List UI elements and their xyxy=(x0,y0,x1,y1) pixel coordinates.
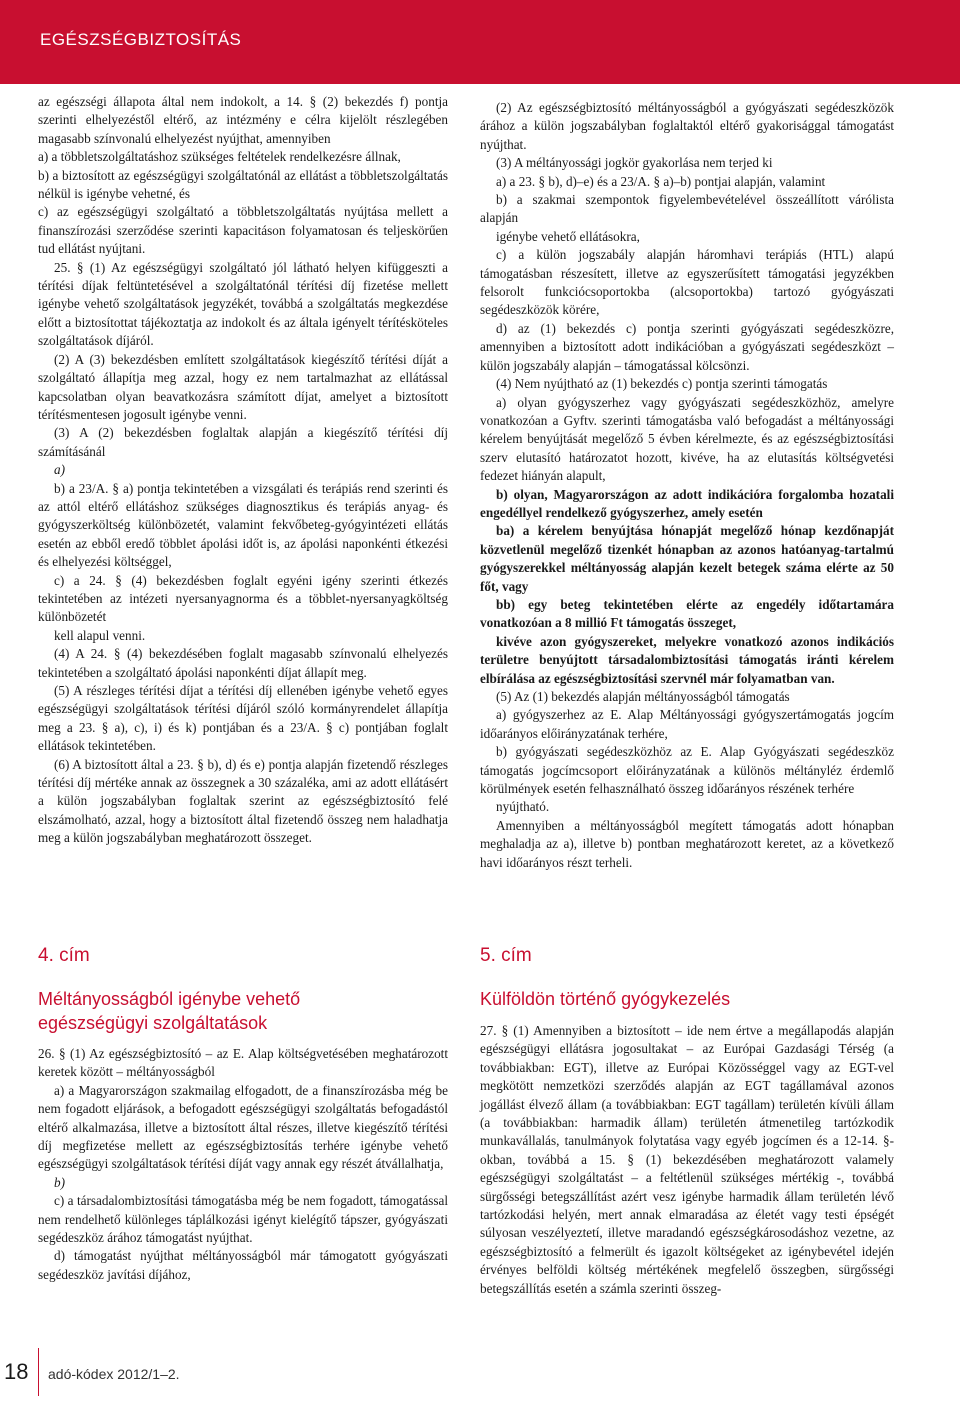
paragraph: b) xyxy=(54,1174,65,1190)
paragraph: b) gyógyászati segédeszközhöz az E. Alap Gyógyászati segédeszköz támogatás jogcímcsoport előirányzatának a különös méltányléz érdemlő körülmények esetén felhasználható összeg időarányos részének terhére xyxy=(480,744,894,797)
page-number: 18 xyxy=(4,1359,29,1384)
left-column-bottom xyxy=(38,1045,448,1284)
paragraph: (4) A 24. § (4) bekezdésében foglalt magasabb színvonalú elhelyezés tekintetében a szolgáltató ápolási naponkénti díjat állapít meg. xyxy=(38,646,448,680)
paragraph: igénybe vehető ellátásokra, xyxy=(496,228,640,244)
header-bar xyxy=(0,0,960,84)
paragraph: nyújtható. xyxy=(496,799,550,815)
paragraph: (2) A (3) bekezdésben említett szolgáltatások kiegészítő térítési díját a szolgáltató állapítja meg azzal, hogy ez nem tartalmazhat az ellátással kapcsolatban olyan beavatkozásra számított díjat, amelyet a biztosított térítésmentesen jogosult igénybe venni. xyxy=(38,351,448,422)
paragraph: ba) a kérelem benyújtása hónapját megelőző hónap kezdőnapját közvetlenül megelőző tizenkét hónapban az azonos hatóanyag-tartalmú gyógyszerekkel méltányosság alapján kezelt betegek száma elérte az 50 főt, vagy xyxy=(480,523,894,594)
paragraph: 26. § (1) Az egészségbiztosító – az E. Alap költségvetésében meghatározott keretek között – méltányosságból xyxy=(38,1046,448,1080)
paragraph: az egészségi állapota által nem indokolt, a 14. § (2) bekezdés f) pontja szerinti elhelyezéstől eltérő, az intézmény e célra kijelölt részlegében magasabb színvonalú elhelyezést nyújthat, amennyiben xyxy=(38,94,448,146)
section-5-number: 5. cím xyxy=(480,945,532,966)
paragraph: b) a biztosított az egészségügyi szolgáltatónál az ellátást a többletszolgáltatás nélkül is igénybe vehetné, és xyxy=(38,167,448,202)
paragraph: a) a Magyarországon szakmailag elfogadott, de a finanszírozásba még be nem fogadott eljárások, a befogadott egészségügyi szolgáltatás befogadástól eltérő alkalmazása, illetve a biztosított által részes, illetve kiegészítő térítési díj megfizetése mellett az egészségbiztosítás terhére igénybe vehető egészségügyi szolgáltatások térítési díját vagy annak egy részét átvállalhatja, xyxy=(38,1082,448,1172)
paragraph: b) a 23/A. § a) pontja tekintetében a vizsgálati és terápiás rend szerinti és az attól eltérő ellátáshoz szükséges diagnosztikus és terápiás anyag- és gyógyszerköltség különbözetét, valamint fekvőbeteg-gyógyintézeti ellátás esetén az ebből eredő többlet ápolási időt is, az ápolási naponkénti étkezési és elhelyezési költséggel, xyxy=(38,480,448,570)
left-column-top xyxy=(38,93,448,848)
section-4-title: Méltányosságból igénybe vehető egészségügyi szolgáltatások xyxy=(38,989,301,1033)
section-4-number: 4. cím xyxy=(38,945,90,966)
paragraph: d) támogatást nyújthat méltányosságból már támogatott gyógyászati segédeszköz javítási díjához, xyxy=(38,1248,448,1282)
paragraph: Amennyiben a méltányosságból megített támogatás adott hónapban meghaladja az a), illetve b) pontban meghatározott keretet, az a következő havi időarányos részt terheli. xyxy=(480,817,894,870)
paragraph: a) xyxy=(54,462,65,478)
paragraph: kivéve azon gyógyszereket, melyekre vonatkozó azonos indikációs területre benyújtott társadalombiztosítási támogatás iránti kérelem elbírálása az egészségbiztosítási szervnél már folyamatban van. xyxy=(480,633,894,686)
paragraph: a) gyógyszerhez az E. Alap Méltányossági gyógyszertámogatás jogcím időarányos előirányzatának terhére, xyxy=(480,707,894,741)
paragraph: (3) A (2) bekezdésben foglaltak alapján a kiegészítő térítési díj számításánál xyxy=(38,425,448,459)
paragraph: c) a külön jogszabály alapján háromhavi terápiás (HTL) alapú támogatásban részesített, illetve az egyszerűsített támogatási jegyzékben felsorolt funkciócsoportokba (alcsoportokba) tartozó gyógyászati segédeszközök körére, xyxy=(480,247,894,318)
publication-name: adó-kódex 2012/1–2. xyxy=(48,1366,180,1382)
paragraph: (3) A méltányossági jogkör gyakorlása nem terjed ki xyxy=(496,155,773,171)
paragraph: 27. § (1) Amennyiben a biztosított – ide nem értve a megállapodás alapján egészségügyi ellátásra jogosultakat – az Európai Gazdasági Térség (a továbbiakban: EGT), illetve az Európai Közösséggel vagy az EGT-vel megkötött nemzetközi szerződés alapján az EGT tagállamával azonos jogállást élvező állam (a továbbiakban: EGT tagállam) területén kívüli állam (a továbbiakban: harmadik állam) területén átmenetileg tartózkodik munkavállalás, tanulmányok folytatása vagy egyéb jogcímen és a 12-14. §-okban, továbbá a 15. § (1) bekezdésében meghatározott valamely egészségügyi szolgáltatást – a feltétlenül szükséges mértékig -, továbbá sürgősségi betegszállítást azért vesz igénybe harmadik állam területén lévő tartózkodási helyén, mert annak elmaradása az életét vagy testi épségét súlyosan veszélyeztetí, illetve maradandó egészségkárosodáshoz vezetne, az egészségbiztosító a felmerült és igazolt költségeket az igénybevétel idején érvényes belföldi költség mértékének megfelelő összegben, sürgősségi betegszállítás esetén a számla szerinti összeg- xyxy=(480,1023,894,1296)
paragraph: (5) A részleges térítési díjat a térítési díj ellenében igénybe vehető egyes egészségügyi szolgáltatások térítési díjáról szóló kormányrendelet állapítja meg a 23. § a), c), i) és k) pontjában és a 23/A. § c) pontjában foglalt ellátások tekintetében. xyxy=(38,683,448,754)
header-title: EGÉSZSÉGBIZTOSÍTÁS xyxy=(40,30,242,49)
paragraph: c) a 24. § (4) bekezdésben foglalt egyéni igény szerinti étkezés tekintetében az intézeti nyersanyagnorma és a többlet-nyersanyagköltség különbözetét xyxy=(38,572,448,625)
paragraph: (2) Az egészségbiztosító méltányosságból a gyógyászati segédeszközök árához a külön jogszabályban foglaltaktól eltérő gyakorisággal támogatást nyújthat. xyxy=(480,100,894,152)
paragraph: b) a szakmai szempontok figyelembevételével összeállított várólista alapján xyxy=(480,192,894,226)
paragraph: c) a társadalombiztosítási támogatásba még be nem fogadott, támogatással nem rendelhető különleges táplálkozási igényt kielégítő tápszer, gyógyászati segédeszköz árához támogatást nyújthat. xyxy=(38,1193,448,1246)
footer-divider xyxy=(38,1348,39,1396)
section-5-title: Külföldön történő gyógykezelés xyxy=(480,989,731,1009)
paragraph: a) a többletszolgáltatáshoz szükséges feltételek rendelkezésre állnak, xyxy=(38,149,401,165)
paragraph: b) olyan, Magyarországon az adott indikációra forgalomba hozatali engedéllyel rendelkező gyógyszerhez, amely esetén xyxy=(480,486,894,520)
paragraph: d) az (1) bekezdés c) pontja szerinti gyógyászati segédeszközre, amennyiben a biztosított adott indikációban a gyógyászati segédeszközt – külön jogszabály alapján – támogatással kölcsönzi. xyxy=(480,320,894,373)
right-column-bottom xyxy=(480,1022,894,1298)
paragraph: (4) Nem nyújtható az (1) bekezdés c) pontja szerinti támogatás xyxy=(496,376,828,392)
paragraph: c) az egészségügyi szolgáltató a többletszolgáltatás nyújtása mellett a finanszírozási szerződése szerinti kapacitáson folyamatosan és teljeskörűen tud ellátást nyújtani. xyxy=(38,204,448,257)
paragraph: a) olyan gyógyszerhez vagy gyógyászati segédeszközhöz, amelyre vonatkozóan a Gyftv. szerinti támogatásba való befogadást a méltányossági kérelem benyújtását megelőző 5 évben kérelmezte, és az egészségbiztosítási szerv elutasító határozatot hozott, kivéve, ha az elutasítás költségvetési fedezet hiányán alapult, xyxy=(480,394,894,484)
paragraph: 25. § (1) Az egészségügyi szolgáltató jól látható helyen kifüggeszti a térítési díjak feltüntetésével a szolgáltatónál térítési díj fizetése mellett igénybe vehető szolgáltatások jegyzékét, továbbá a szolgáltatás megkezdése előtt a biztosítottat tájékoztatja az indokolt és az általa igényelt térítésköteles szolgáltatások díjáról. xyxy=(38,259,448,349)
paragraph: (5) Az (1) bekezdés alapján méltányosságból támogatás xyxy=(496,689,790,704)
paragraph: (6) A biztosított által a 23. § b), d) és e) pontja alapján fizetendő részleges térítési díj mértéke annak az összegnek a 30 százaléka, ami az adott ellátásért a külön jogszabályban foglaltak szerint az egészségbiztosító felé elszámolható, azzal, hogy a biztosított által fizetendő összeg nem haladhatja meg a külön jogszabályban meghatározott összeget. xyxy=(38,756,448,846)
paragraph: a) a 23. § b), d)–e) és a 23/A. § a)–b) pontjai alapján, valamint xyxy=(496,173,826,189)
paragraph: kell alapul venni. xyxy=(54,627,146,643)
paragraph: bb) egy beteg tekintetében elérte az engedély időtartamára vonatkozóan a 8 millió Ft támogatás összeget, xyxy=(480,596,894,631)
right-column-top xyxy=(480,99,894,872)
